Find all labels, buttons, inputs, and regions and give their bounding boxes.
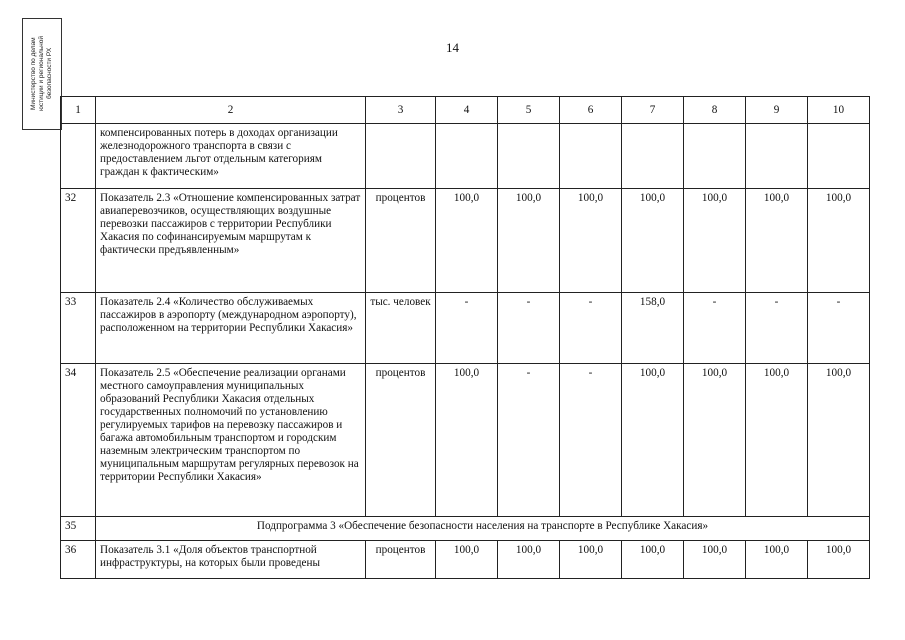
subprogram-row bbox=[61, 517, 870, 541]
header-cell: 8 bbox=[684, 97, 746, 124]
value-cell: 100,0 bbox=[684, 364, 746, 517]
header-cell: 4 bbox=[436, 97, 498, 124]
value-cell: 100,0 bbox=[684, 541, 746, 579]
table-header-row bbox=[61, 97, 870, 124]
value-cell bbox=[436, 124, 498, 189]
unit-cell bbox=[366, 124, 436, 189]
value-cell: 100,0 bbox=[498, 541, 560, 579]
value-cell: 100,0 bbox=[746, 541, 808, 579]
value-cell: 100,0 bbox=[746, 189, 808, 293]
value-cell: 100,0 bbox=[622, 364, 684, 517]
header-cell: 5 bbox=[498, 97, 560, 124]
value-cell: 100,0 bbox=[622, 541, 684, 579]
value-cell: - bbox=[498, 293, 560, 364]
value-cell: 100,0 bbox=[746, 364, 808, 517]
value-cell: 100,0 bbox=[498, 189, 560, 293]
row-number-cell: 32 bbox=[61, 189, 96, 293]
row-number-cell: 33 bbox=[61, 293, 96, 364]
row-number-cell bbox=[61, 124, 96, 189]
table-row bbox=[61, 364, 870, 517]
header-cell: 10 bbox=[808, 97, 870, 124]
indicator-name-cell: компенсированных потерь в доходах организации железнодорожного транспорта в связи с предоставлением льгот отдельным категориям граждан к фактическим» bbox=[96, 124, 366, 189]
header-cell: 3 bbox=[366, 97, 436, 124]
table-row bbox=[61, 293, 870, 364]
table-row bbox=[61, 541, 870, 579]
value-cell: - bbox=[560, 293, 622, 364]
value-cell bbox=[622, 124, 684, 189]
value-cell: 100,0 bbox=[808, 364, 870, 517]
value-cell: 100,0 bbox=[560, 541, 622, 579]
value-cell bbox=[746, 124, 808, 189]
value-cell: - bbox=[808, 293, 870, 364]
row-number-cell: 34 bbox=[61, 364, 96, 517]
unit-cell: процентов bbox=[366, 541, 436, 579]
indicator-name-cell: Показатель 2.3 «Отношение компенсированных затрат авиаперевозчиков, осуществляющих воздушные перевозки пассажиров с территории Республики Хакасия по софинансируемым маршрутам к фактически предъявленным» bbox=[96, 189, 366, 293]
value-cell bbox=[498, 124, 560, 189]
unit-cell: процентов bbox=[366, 189, 436, 293]
value-cell: 100,0 bbox=[436, 189, 498, 293]
row-number-cell: 35 bbox=[61, 517, 96, 541]
value-cell: - bbox=[684, 293, 746, 364]
table-row bbox=[61, 124, 870, 189]
value-cell: 100,0 bbox=[436, 364, 498, 517]
value-cell: 100,0 bbox=[622, 189, 684, 293]
header-cell: 9 bbox=[746, 97, 808, 124]
unit-cell: процентов bbox=[366, 364, 436, 517]
table-row bbox=[61, 189, 870, 293]
header-cell: 6 bbox=[560, 97, 622, 124]
header-cell: 7 bbox=[622, 97, 684, 124]
value-cell: - bbox=[436, 293, 498, 364]
value-cell: 100,0 bbox=[560, 189, 622, 293]
value-cell: - bbox=[746, 293, 808, 364]
stamp-text: Министерство по делам юстиции и региональной безопасности РХ bbox=[30, 36, 53, 112]
value-cell: 100,0 bbox=[684, 189, 746, 293]
header-cell: 2 bbox=[96, 97, 366, 124]
value-cell: 100,0 bbox=[808, 541, 870, 579]
value-cell: - bbox=[560, 364, 622, 517]
registration-stamp bbox=[22, 18, 62, 130]
value-cell bbox=[808, 124, 870, 189]
value-cell bbox=[684, 124, 746, 189]
subprogram-title: Подпрограмма 3 «Обеспечение безопасности населения на транспорте в Республике Хакасия» bbox=[96, 517, 870, 541]
indicator-name-cell: Показатель 3.1 «Доля объектов транспортной инфраструктуры, на которых были проведены bbox=[96, 541, 366, 579]
row-number-cell: 36 bbox=[61, 541, 96, 579]
value-cell: - bbox=[498, 364, 560, 517]
header-cell: 1 bbox=[61, 97, 96, 124]
unit-cell: тыс. человек bbox=[366, 293, 436, 364]
page-number: 14 bbox=[446, 40, 459, 55]
value-cell: 100,0 bbox=[436, 541, 498, 579]
value-cell bbox=[560, 124, 622, 189]
indicator-name-cell: Показатель 2.4 «Количество обслуживаемых пассажиров в аэропорту (международном аэропорту), расположенном на территории Республики Хакасия» bbox=[96, 293, 366, 364]
indicators-table bbox=[60, 96, 870, 579]
value-cell: 100,0 bbox=[808, 189, 870, 293]
indicator-name-cell: Показатель 2.5 «Обеспечение реализации органами местного самоуправления муниципальных образований Республики Хакасия отдельных государственных полномочий по установлению регулируемых тарифов на перевозку пассажиров и багажа автомобильным транспортом и городским наземным электрическим транспортом по муниципальным маршрутам регулярных перевозок на территории Республики Хакасия» bbox=[96, 364, 366, 517]
value-cell: 158,0 bbox=[622, 293, 684, 364]
